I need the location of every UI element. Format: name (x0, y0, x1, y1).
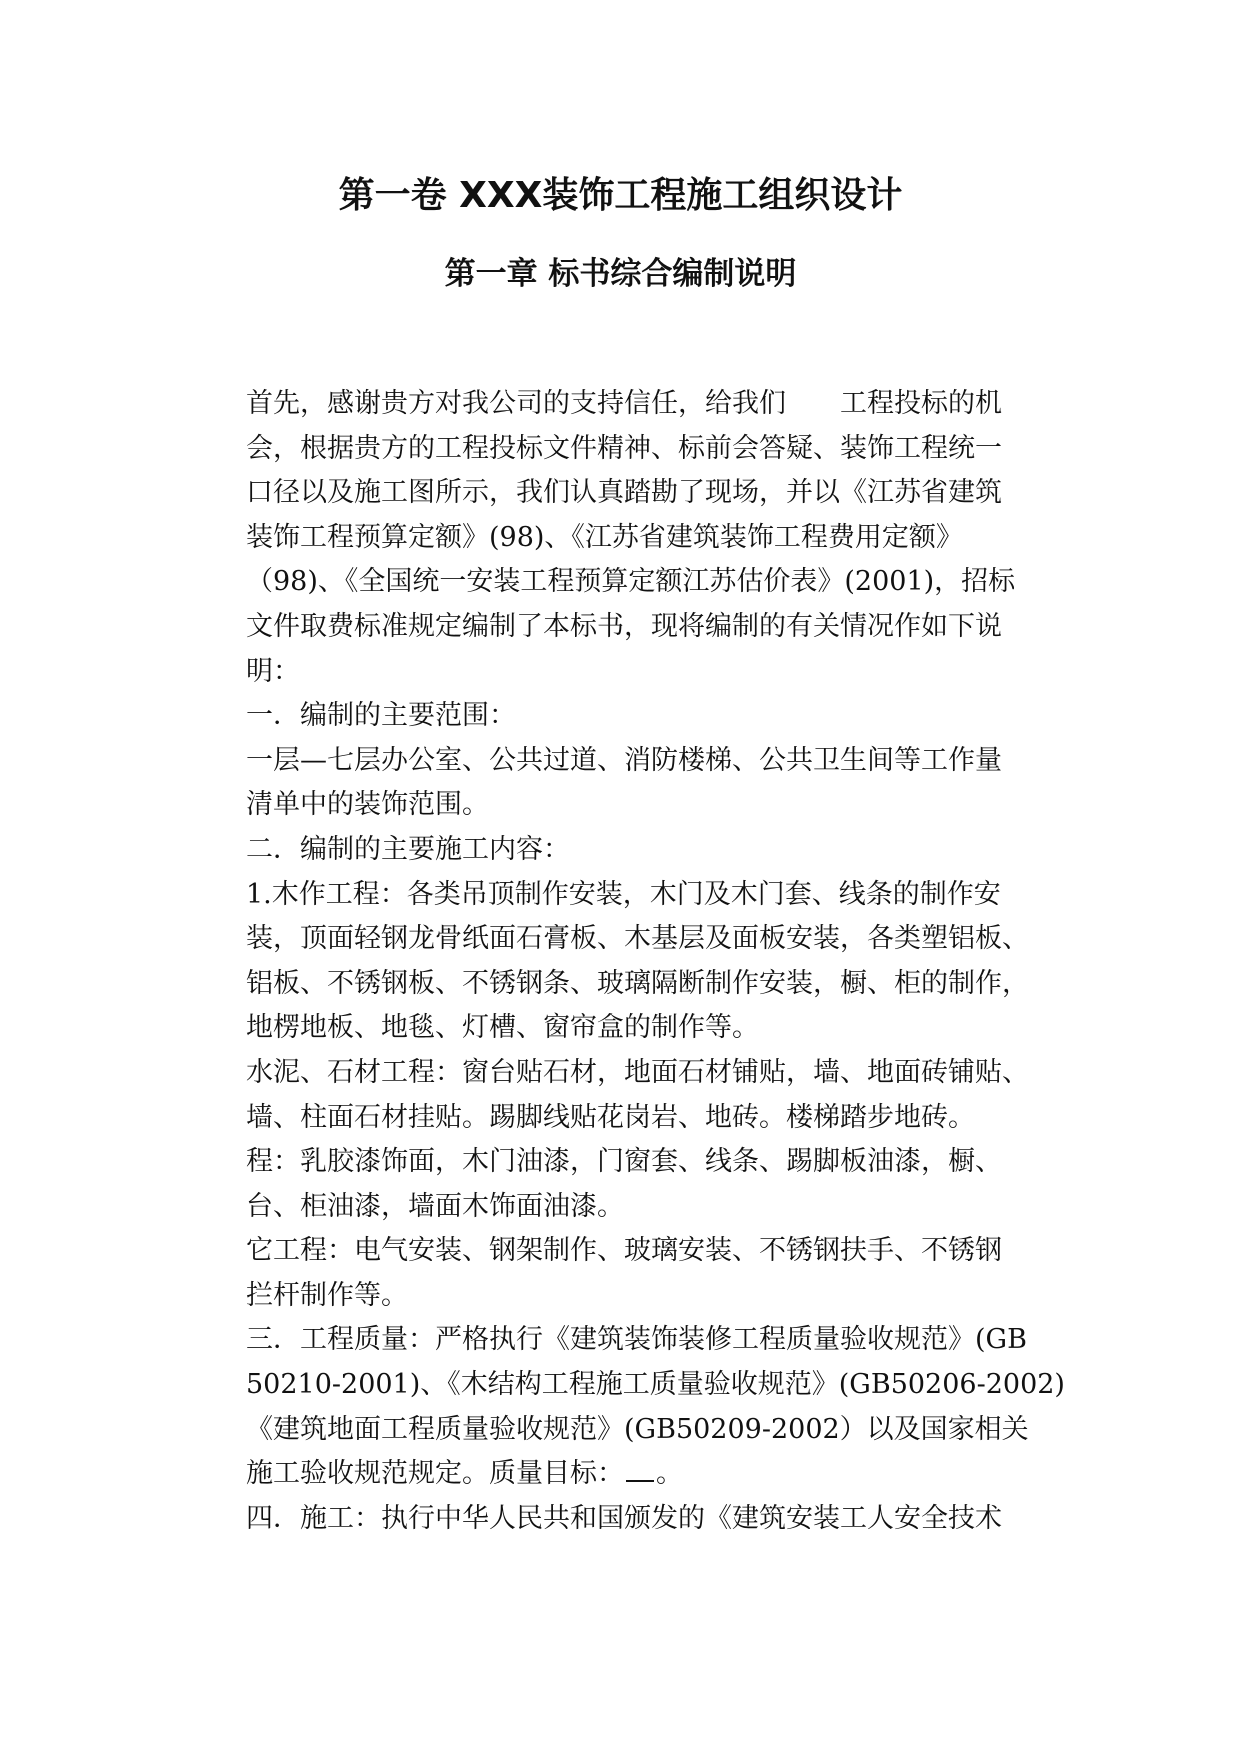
intro-line-1: 首先，感谢贵方对我公司的支持信任，给我们 工程投标的机 (246, 388, 1002, 419)
section-3-line-3: 《建筑地面工程质量验收规范》(GB50209-2002）以及国家相关 (246, 1413, 1029, 1445)
quality-target-blank (626, 1456, 654, 1482)
intro-line-2: 会，根据贵方的工程投标文件精神、标前会答疑、装饰工程统一 (246, 432, 1002, 464)
section-2-line-10: 拦杆制作等。 (246, 1279, 408, 1311)
section-2-line-4: 地楞地板、地毯、灯槽、窗帘盒的制作等。 (246, 1012, 759, 1044)
intro-line-5: （98)、《全国统一安装工程预算定额江苏估价表》(2001)，招标 (246, 566, 1016, 598)
section-2-line-8: 台、柜油漆，墙面木饰面油漆。 (246, 1190, 624, 1222)
section-2-line-2: 装，顶面轻钢龙骨纸面石膏板、木基层及面板安装，各类塑铝板、 (246, 923, 1029, 955)
section-2-line-5: 水泥、石材工程：窗台贴石材，地面石材铺贴，墙、地面砖铺贴、 (246, 1056, 1029, 1088)
section-2-line-3: 铝板、不锈钢板、不锈钢条、玻璃隔断制作安装，橱、柜的制作， (246, 967, 1029, 999)
section-2-line-6: 墙、柱面石材挂贴。踢脚线贴花岗岩、地砖。楼梯踏步地砖。 (246, 1101, 975, 1133)
chapter-title: 第一章 标书综合编制说明 (444, 256, 797, 292)
section-3-line-4: 施工验收规范规定。质量目标： 。 (246, 1458, 683, 1490)
intro-line-4: 装饰工程预算定额》(98)、《江苏省建筑装饰工程费用定额》 (246, 521, 963, 553)
intro-line-6: 文件取费标准规定编制了本标书，现将编制的有关情况作如下说 (246, 610, 1002, 642)
section-2-line-1: 1.木作工程：各类吊顶制作安装，木门及木门套、线条的制作安 (246, 878, 1001, 910)
section-4-line-1: 四．施工：执行中华人民共和国颁发的《建筑安装工人安全技术 (246, 1502, 1002, 1534)
intro-line-7: 明： (246, 655, 300, 687)
section-1-line-1: 一层—七层办公室、公共过道、消防楼梯、公共卫生间等工作量 (246, 744, 1002, 776)
section-1-heading: 一．编制的主要范围： (246, 700, 516, 732)
volume-title: 第一卷 XXX装饰工程施工组织设计 (338, 175, 903, 216)
section-3-line-2: 50210-2001)、《木结构工程施工质量验收规范》(GB50206-2002) (246, 1369, 1065, 1401)
section-3-line-1: 三．工程质量：严格执行《建筑装饰装修工程质量验收规范》(GB (246, 1324, 1027, 1356)
section-2-line-7: 程：乳胶漆饰面，木门油漆，门窗套、线条、踢脚板油漆，橱、 (246, 1146, 1002, 1178)
document-body (246, 382, 1066, 1541)
section-1-line-2: 清单中的装饰范围。 (246, 789, 489, 821)
section-2-line-9: 它工程：电气安装、钢架制作、玻璃安装、不锈钢扶手、不锈钢 (246, 1235, 1002, 1267)
intro-line-3: 口径以及施工图所示，我们认真踏勘了现场，并以《江苏省建筑 (246, 477, 1002, 509)
section-2-heading: 二．编制的主要施工内容： (246, 833, 570, 865)
